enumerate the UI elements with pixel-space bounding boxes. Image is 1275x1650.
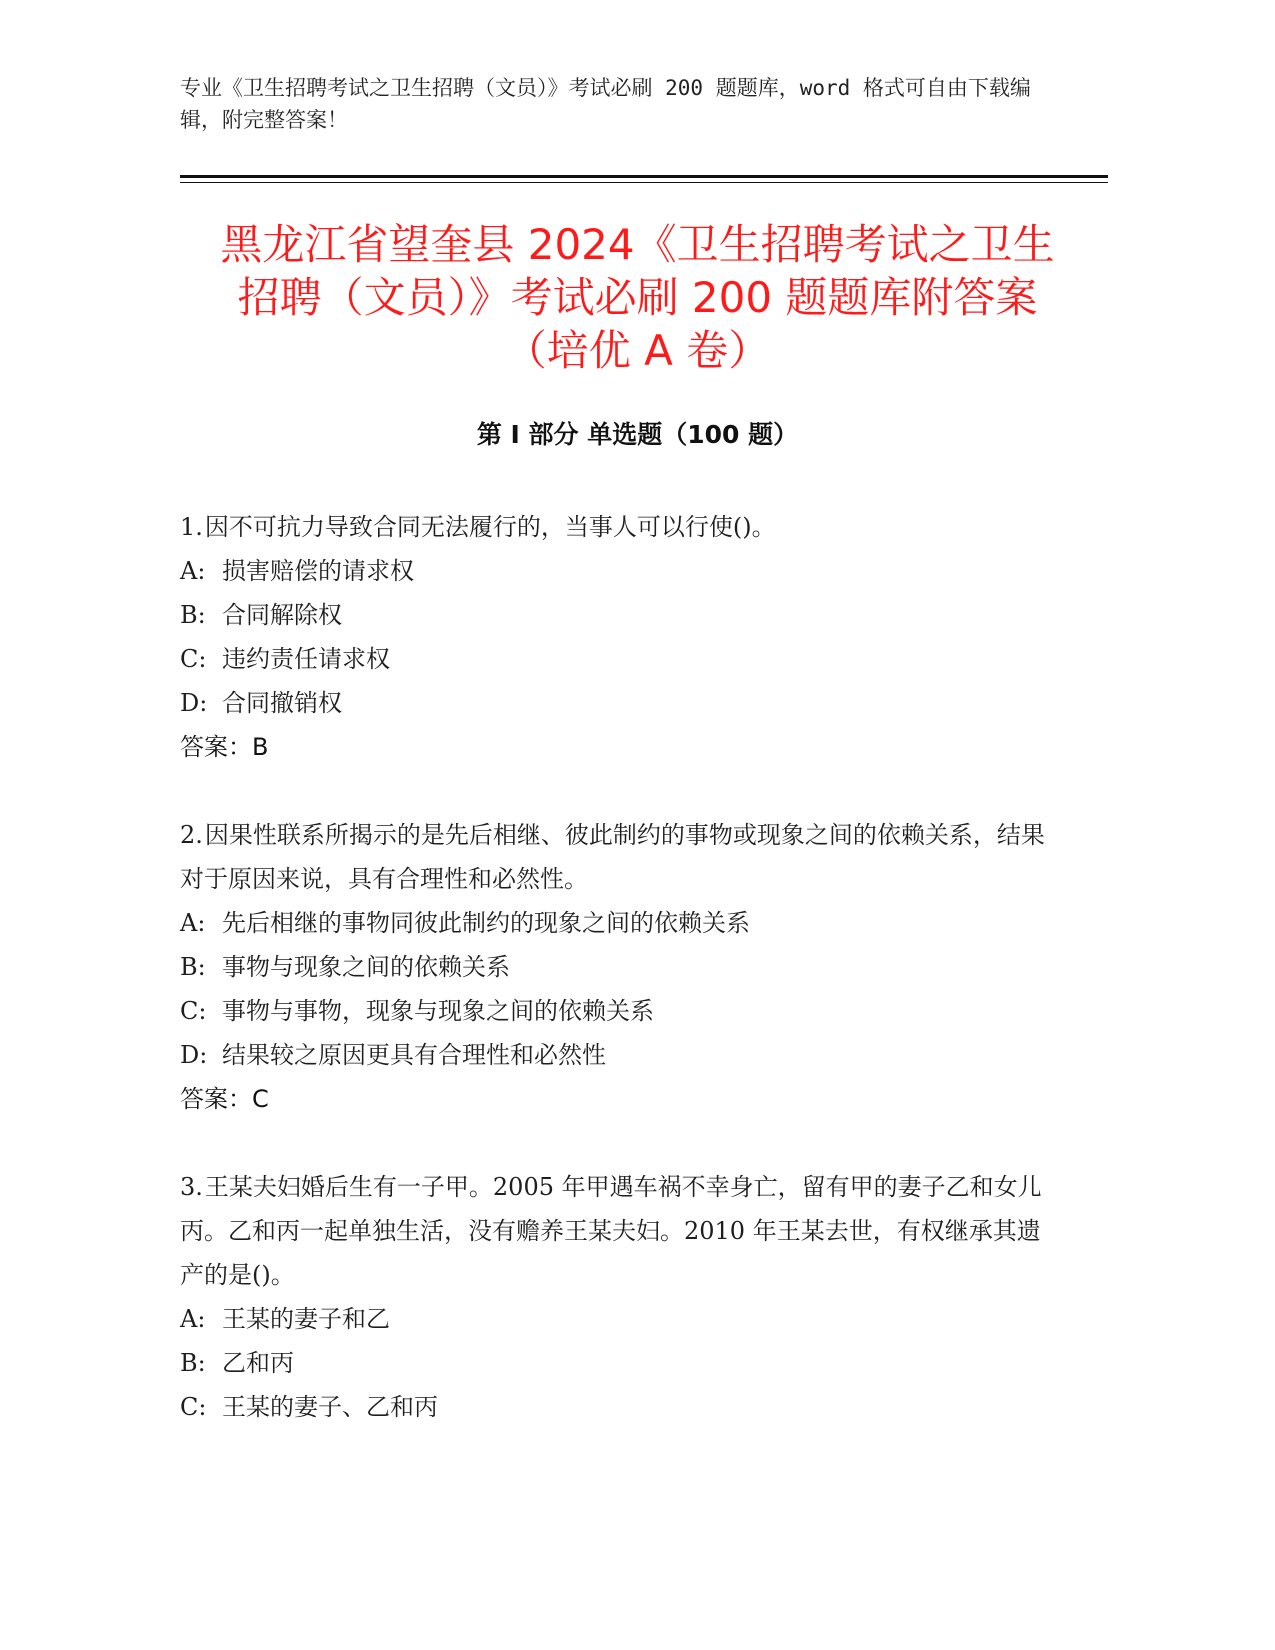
option-letter: B: <box>180 1349 206 1377</box>
question-item <box>180 505 1050 769</box>
option-text: 合同解除权 <box>222 601 342 629</box>
header-divider-thick <box>180 175 1108 178</box>
question-stem <box>180 505 1050 549</box>
option-letter: C: <box>180 645 207 673</box>
option-text: 先后相继的事物同彼此制约的现象之间的依赖关系 <box>222 909 750 937</box>
option-letter: B: <box>180 953 206 981</box>
document-title <box>150 218 1125 377</box>
question-answer: 答案：B <box>180 733 269 761</box>
question-answer: 答案：C <box>180 1085 269 1113</box>
option-a <box>180 549 1050 593</box>
option-text: 合同撤销权 <box>222 689 342 717</box>
title-line: （培优 A 卷） <box>504 326 771 375</box>
option-text: 事物与现象之间的依赖关系 <box>222 953 510 981</box>
option-letter: B: <box>180 601 206 629</box>
option-text: 王某的妻子和乙 <box>222 1305 390 1333</box>
question-stem <box>180 1165 1050 1297</box>
option-c <box>180 989 1050 1033</box>
option-b <box>180 1341 1050 1385</box>
option-c <box>180 1385 1050 1429</box>
option-letter: D: <box>180 689 208 717</box>
question-list <box>180 505 1050 1473</box>
title-line: 黑龙江省望奎县 2024《卫生招聘考试之卫生 <box>220 220 1055 269</box>
question-stem <box>180 813 1050 901</box>
option-text: 结果较之原因更具有合理性和必然性 <box>222 1041 606 1069</box>
question-item <box>180 813 1050 1121</box>
option-d <box>180 1033 1050 1077</box>
option-letter: C: <box>180 1393 207 1421</box>
header-note: 专业《卫生招聘考试之卫生招聘（文员）》考试必刷 200 题题库，word 格式可自由下载编辑，附完整答案！ <box>180 76 1031 132</box>
option-text: 损害赔偿的请求权 <box>222 557 414 585</box>
title-line: 招聘（文员）》考试必刷 200 题题库附答案 <box>237 273 1038 322</box>
question-text: 王某夫妇婚后生有一子甲。2005 年甲遇车祸不幸身亡，留有甲的妻子乙和女儿丙。乙和丙一起单独生活，没有赡养王某夫妇。2010 年王某去世，有权继承其遗产的是()。 <box>180 1173 1042 1289</box>
question-text: 因果性联系所揭示的是先后相继、彼此制约的事物或现象之间的依赖关系，结果对于原因来说，具有合理性和必然性。 <box>180 821 1045 893</box>
question-item <box>180 1165 1050 1429</box>
option-letter: A: <box>180 909 206 937</box>
option-d <box>180 681 1050 725</box>
question-number: 2. <box>180 821 203 849</box>
option-b <box>180 593 1050 637</box>
question-number: 3. <box>180 1173 203 1201</box>
option-letter: A: <box>180 1305 206 1333</box>
option-a <box>180 1297 1050 1341</box>
question-number: 1. <box>180 513 203 541</box>
option-letter: A: <box>180 557 206 585</box>
question-text: 因不可抗力导致合同无法履行的，当事人可以行使()。 <box>204 513 776 541</box>
option-a <box>180 901 1050 945</box>
option-text: 王某的妻子、乙和丙 <box>222 1393 438 1421</box>
section-title: 第 I 部分 单选题（100 题） <box>476 420 799 449</box>
option-text: 事物与事物，现象与现象之间的依赖关系 <box>222 997 654 1025</box>
option-b <box>180 945 1050 989</box>
option-text: 乙和丙 <box>222 1349 294 1377</box>
option-text: 违约责任请求权 <box>222 645 390 673</box>
option-c <box>180 637 1050 681</box>
header-divider-thin <box>180 182 1108 183</box>
option-letter: D: <box>180 1041 208 1069</box>
option-letter: C: <box>180 997 207 1025</box>
